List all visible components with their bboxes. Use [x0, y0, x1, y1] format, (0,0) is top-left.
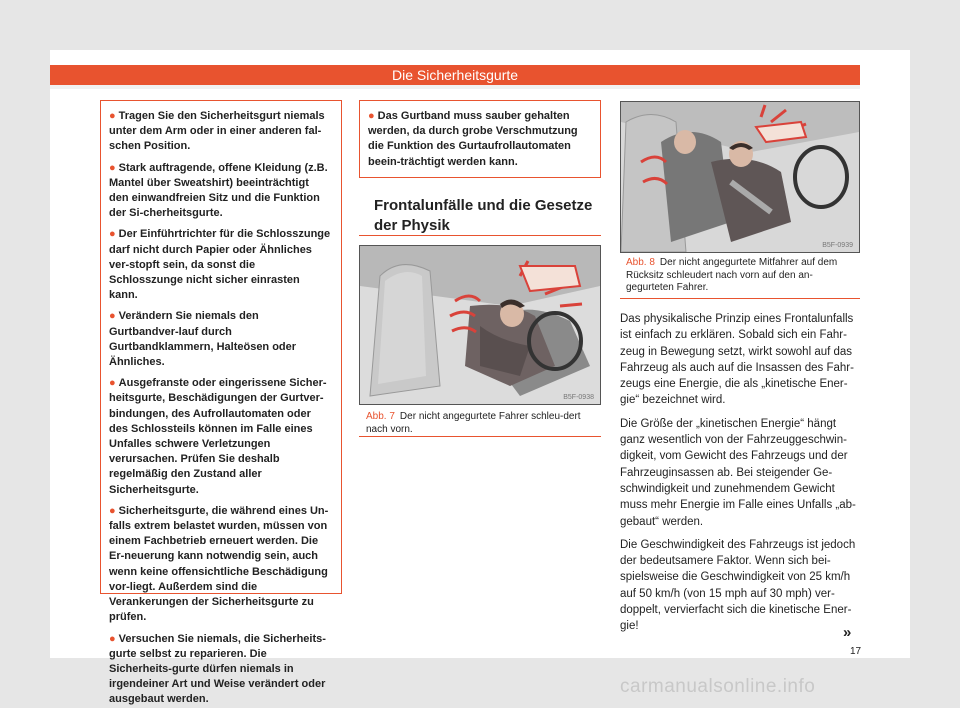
page-header — [50, 65, 860, 85]
watermark: carmanualsonline.info — [620, 676, 816, 697]
rear-passenger-crash-illustration — [621, 102, 859, 252]
bullet-icon: ● — [109, 632, 116, 645]
figure-passenger-unbelted — [620, 101, 860, 253]
section-title: Frontalunfälle und die Gesetze der Physik — [374, 197, 593, 234]
paragraph: Die Geschwindigkeit des Fahrzeugs ist jedoch der bedeutsamere Faktor. Wenn sich bei-spielsweise die Geschwindigkeit von 25 km/h auf 50 km/h (von 15 mph auf 30 mph) ver-doppelt, vervierfacht sich die kinetische Ener-gie! — [620, 538, 856, 633]
bullet-icon: ● — [109, 377, 116, 390]
warning-item: ● Tragen Sie den Sicherheitsgurt niemals unter dem Arm oder in einer anderen fal-schen Position. — [109, 110, 325, 153]
caption-rule — [620, 298, 860, 299]
figure-caption — [626, 257, 858, 295]
paragraph: Die Größe der „kinetischen Energie“ hängt ganz wesentlich von der Fahrzeuggeschwin-digkeit, vom Gewicht des Fahrzeugs und der Fahrzeuginsassen ab. Bei steigender Ge-schwindigkeit und zunehmendem Gewicht muss mehr Energie im Falle eines Unfalls „ab-gebaut“ werden. — [620, 417, 856, 528]
warning-item: ● Versuchen Sie niemals, die Sicherheits-gurte selbst zu reparieren. Die Sicherheits-gurte dürfen niemals in irgendeiner Art und Weise verändert oder ausgebaut werden. — [109, 632, 326, 706]
bullet-icon: ● — [109, 161, 116, 174]
section-title-rule — [359, 235, 601, 236]
warning-item: ● Der Einführtrichter für die Schlosszunge darf nicht durch Papier oder Ähnliches ver-stopft sein, da sonst die Schlosszunge nicht sicher einrasten kann. — [109, 228, 331, 302]
caption-rule — [359, 436, 601, 437]
warning-box-left — [100, 100, 342, 706]
warning-item: ● Das Gurtband muss sauber gehalten werden, da durch grobe Verschmutzung die Funktion des Gurtaufrollautomaten beein-trächtigt werden kann. — [368, 110, 578, 168]
figure-caption-text: Der nicht angegurtete Mitfahrer auf dem Rücksitz schleudert nach vorn auf den an-gegurteten Fahrer. — [626, 257, 838, 293]
warning-item: ● Ausgefranste oder eingerissene Sicher-heitsgurte, Beschädigungen der Gurtver-bindungen, des Aufrollautomaten oder des Schlossteils können im Falle eines Unfalles schwere Verletzungen verursachen. Prüfen Sie deshalb regelmäßig den Zustand aller Sicherheitsgurte. — [109, 377, 327, 496]
figure-label: Abb. 8 — [626, 257, 655, 268]
figure-code: B5F-0939 — [822, 242, 853, 249]
warning-item: ● Sicherheitsgurte, die während eines Un-falls extrem belastet wurden, müssen von einem Fachbetrieb erneuert werden. Die Er-neuerung kann notwendig sein, auch wenn keine offensichtliche Beschädigung vor-liegt. Außerdem sind die Verankerungen der Sicherheitsgurte zu prüfen. — [109, 504, 329, 624]
figure-driver-unbelted — [359, 245, 601, 405]
figure-caption-text: Der nicht angegurtete Fahrer schleu-dert nach vorn. — [366, 411, 581, 435]
warning-item: ● Verändern Sie niemals den Gurtbandver-lauf durch Gurtbandklammern, Halteösen oder Ähnliches. — [109, 310, 297, 369]
bullet-icon: ● — [109, 110, 116, 122]
figure-label: Abb. 7 — [366, 411, 395, 422]
page-header-title: Die Sicherheitsgurte — [391, 67, 519, 83]
paragraph: Das physikalische Prinzip eines Frontalunfalls ist einfach zu erklären. Sobald sich ein Fahr-zeug in Bewegung setzt, wirkt sowohl auf das Fahrzeug als auch auf die Insassen des Fahr-zeugs eine Energie, die als „kinetische Ener-gie“ bezeichnet wird. — [620, 313, 854, 407]
bullet-icon: ● — [109, 310, 116, 323]
bullet-icon: ● — [109, 228, 116, 241]
warning-item: ● Stark auftragende, offene Kleidung (z.B. Mantel über Sweatshirt) beeinträchtigt den einwandfreien Sitz und die Funktion der Si-cherheitsgurte. — [109, 161, 328, 220]
body-text — [620, 311, 860, 642]
bullet-icon: ● — [368, 110, 375, 122]
continue-arrow-icon: » — [843, 624, 852, 641]
bullet-icon: ● — [109, 504, 116, 517]
header-shadow-bar — [50, 85, 860, 89]
figure-caption — [366, 411, 598, 436]
warning-box-middle — [359, 100, 601, 178]
driver-crash-illustration — [360, 246, 600, 404]
page-number: 17 — [850, 646, 862, 657]
figure-code: B5F-0938 — [563, 394, 594, 401]
